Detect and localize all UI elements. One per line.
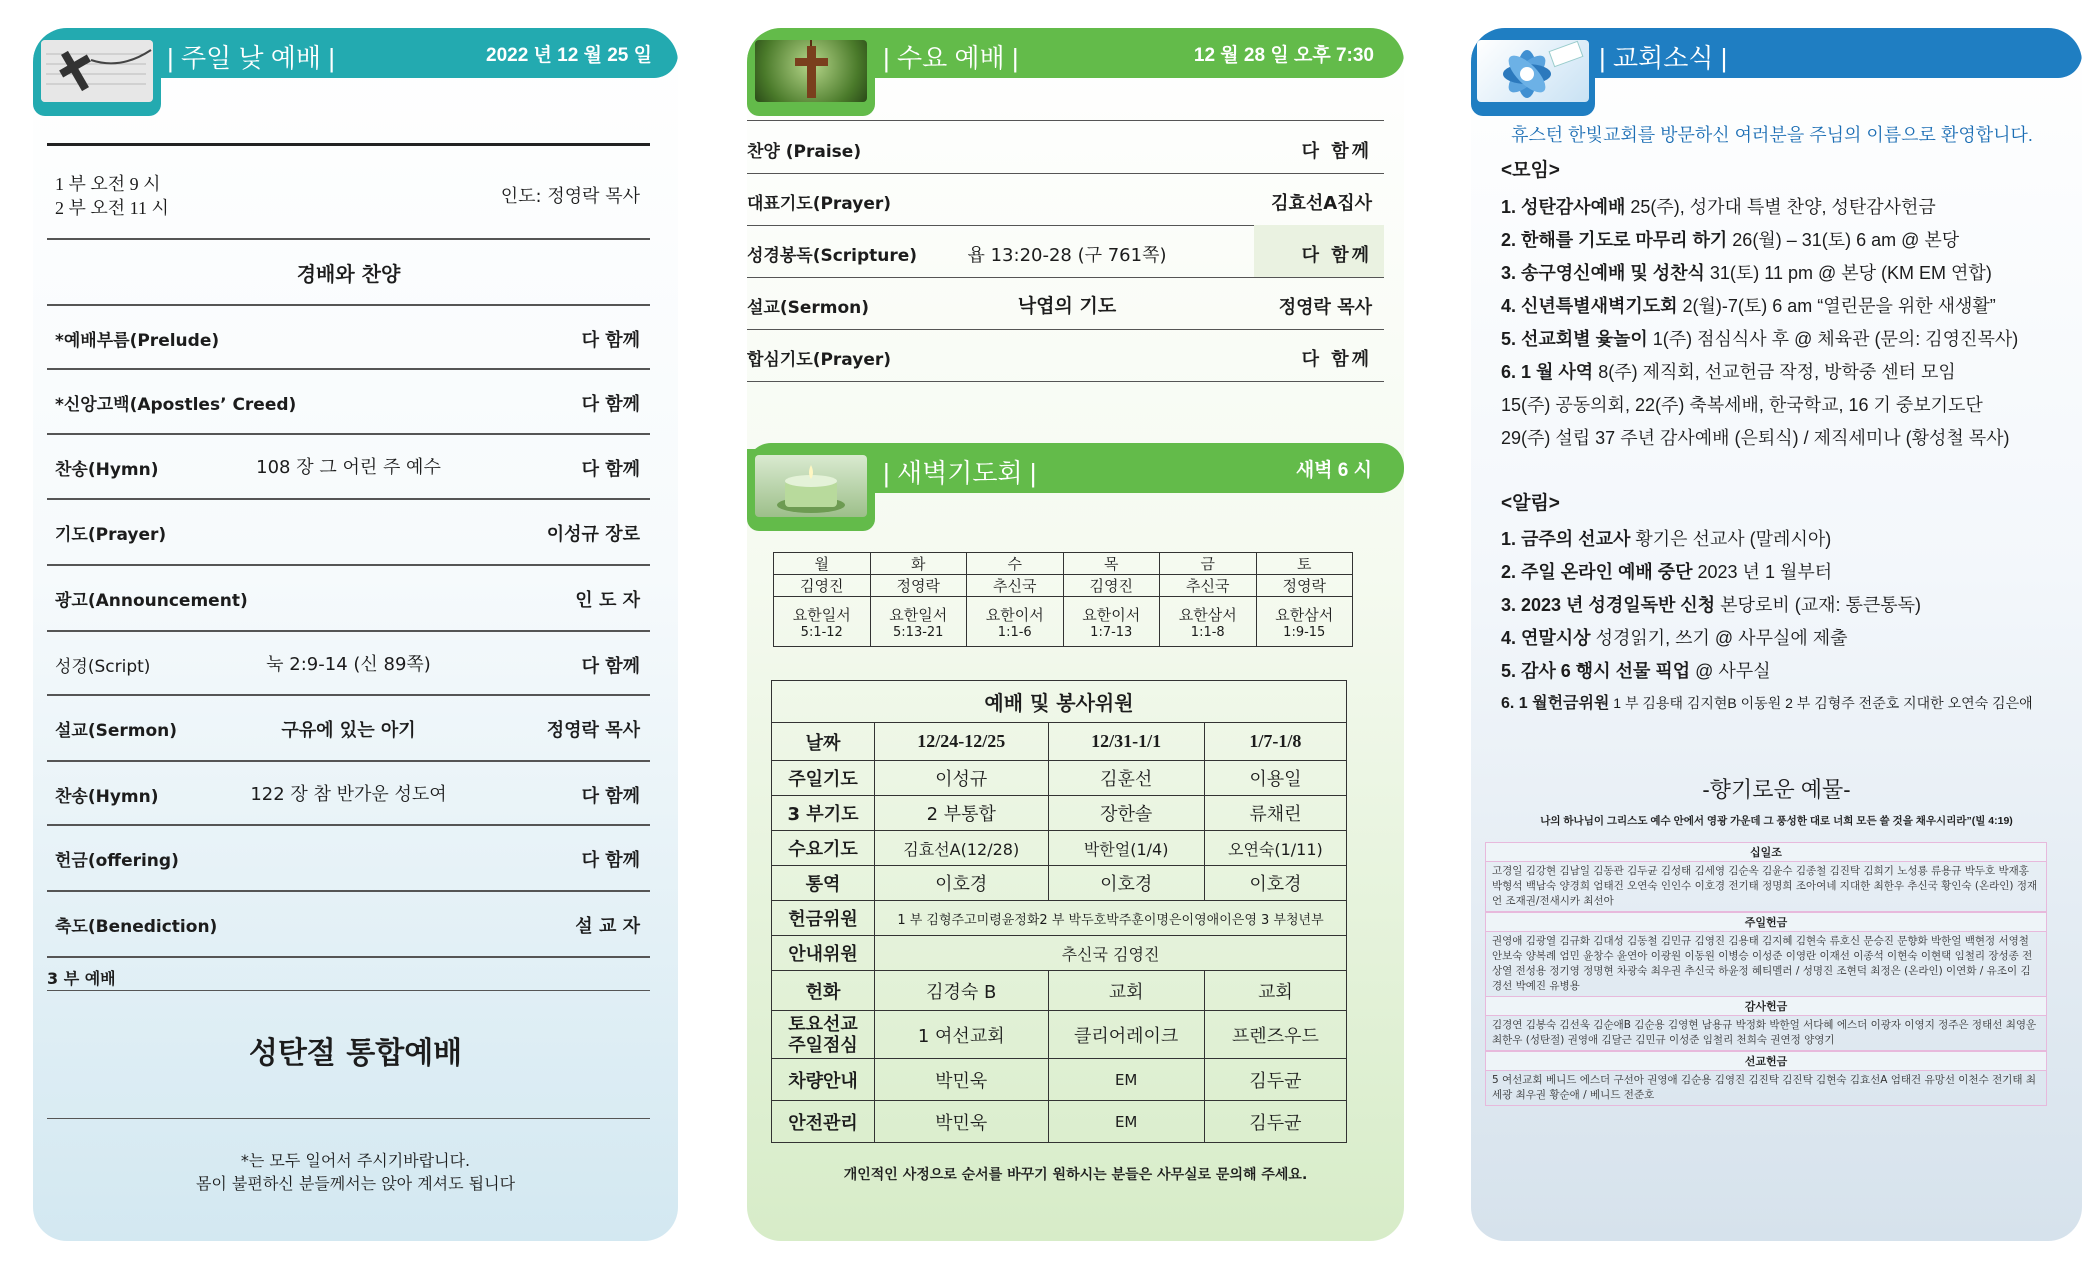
wed-order-item: 합심기도(Prayer) <box>747 350 892 370</box>
wed-top-rule <box>747 120 1384 121</box>
gathering-item <box>1501 292 1996 318</box>
duty-role: 3 부기도 <box>772 796 875 831</box>
gathering-item-text: 8(주) 제직회, 선교헌금 작정, 방학중 센터 모임 <box>1593 362 1956 382</box>
leader-cell: 정영락 <box>870 575 967 597</box>
cross-icon <box>755 40 867 102</box>
offering-title: -향기로운 예물- <box>1702 777 1851 802</box>
leader-cell: 추신국 <box>1160 575 1257 597</box>
wed-order-item: 대표기도(Prayer) <box>747 194 892 214</box>
cross-icon <box>41 40 153 102</box>
worship-section-title: 경배와 찬양 <box>296 262 401 286</box>
duty-row <box>772 1059 1347 1101</box>
duty-row <box>772 796 1347 831</box>
wed-order-row <box>747 173 1384 226</box>
duty-person: 김두균 <box>1204 1101 1346 1143</box>
duty-person: 2 부통합 <box>875 796 1049 831</box>
duty-role: 토요선교 주일점심 <box>772 1011 875 1059</box>
notice-item-title: 2. 주일 온라인 예배 중단 <box>1501 562 1693 582</box>
order-content: 108 장 그 어린 주 예수 <box>256 457 441 478</box>
gathering-item-title: 6. 1 월 사역 <box>1501 362 1594 382</box>
third-service-label: 3 부 예배 <box>47 969 116 988</box>
notice-item-text: 2023 년 1 월부터 <box>1692 562 1833 582</box>
notice-item-title: 4. 연말시상 <box>1501 628 1591 648</box>
duty-row <box>772 971 1347 1011</box>
notice-item <box>1501 591 1921 617</box>
verse-cell <box>870 597 967 647</box>
duty-person: 박민욱 <box>875 1101 1049 1143</box>
notice-item-title: 3. 2023 년 성경일독반 신청 <box>1501 595 1716 615</box>
wed-order-row <box>747 122 1384 174</box>
order-row <box>47 694 650 762</box>
duty-person: 김두균 <box>1204 1059 1346 1101</box>
verse-range: 1:1-8 <box>1190 624 1225 640</box>
duty-person: 오연숙(1/11) <box>1204 831 1346 866</box>
gathering-item-title: 3. 송구영신예배 및 성찬식 <box>1501 263 1705 283</box>
wed-order-item: 찬양 (Praise) <box>747 142 862 162</box>
order-item: 찬송(Hymn) <box>55 460 159 480</box>
sunday-service-panel <box>33 28 678 1241</box>
leader-cell: 정영락 <box>1256 575 1353 597</box>
service-leader: 인도: 정영락 목사 <box>500 186 640 207</box>
duty-person: 1 여선교회 <box>875 1011 1049 1059</box>
candle-image <box>755 455 867 517</box>
notice-item-text: 황기은 선교사 (말레시아) <box>1630 529 1832 549</box>
duty-role: 안전관리 <box>772 1101 875 1143</box>
duty-person: 김훈선 <box>1048 761 1204 796</box>
duty-person: 프렌즈우드 <box>1204 1011 1346 1059</box>
duty-row <box>772 1011 1347 1059</box>
notice-item <box>1501 657 1771 683</box>
order-person: 설 교 자 <box>575 916 640 937</box>
offering-group-title: 선교헌금 <box>1486 1052 2046 1071</box>
seated-note: 몸이 불편하신 분들께서는 앉아 계셔도 됩니다 <box>195 1174 516 1193</box>
wed-order-content: 욥 13:20-28 (구 761쪽) <box>967 245 1167 266</box>
candle-icon <box>755 455 867 517</box>
duty-role: 수요기도 <box>772 831 875 866</box>
order-row <box>47 760 650 826</box>
duty-header-cell: 12/31-1/1 <box>1048 723 1204 761</box>
order-person: 다 함께 <box>581 850 640 871</box>
duty-person: 박한얼(1/4) <box>1048 831 1204 866</box>
duty-header-row <box>772 723 1347 761</box>
duty-row <box>772 901 1347 936</box>
duty-role: 안내위원 <box>772 936 875 971</box>
notice-item <box>1501 525 1831 551</box>
wed-order-person: 정영락 목사 <box>1278 297 1372 318</box>
order-person: 정영락 목사 <box>546 720 640 741</box>
notice-heading: <알림> <box>1501 493 1560 514</box>
gathering-item-title: 1. 성탄감사예배 <box>1501 197 1626 217</box>
welcome-message: 휴스턴 한빛교회를 방문하신 여러분을 주님의 이름으로 환영합니다. <box>1511 125 2033 145</box>
duty-title-row <box>772 681 1347 723</box>
order-row <box>47 433 650 500</box>
duty-person: 장한솔 <box>1048 796 1204 831</box>
wed-order-person: 김효선A집사 <box>1271 193 1372 214</box>
bible-cross-image <box>41 40 153 102</box>
duty-person: 김경숙 B <box>875 971 1049 1011</box>
day-cell: 화 <box>870 553 967 575</box>
duty-role: 헌화 <box>772 971 875 1011</box>
wed-order-row <box>747 329 1384 382</box>
offering-group-names: 5 여선교회 베니드 에스더 구선아 권영애 김순용 김영진 김진탁 김진탁 김현숙 김효선A 엄태건 유망선 이천수 전기태 최세광 최우권 황순애 / 베니드 전준호 <box>1492 1074 2036 1101</box>
duty-person: 김효선A(12/28) <box>875 831 1049 866</box>
third-service-row <box>47 956 650 991</box>
offering-group-title: 십일조 <box>1486 843 2046 862</box>
verse-range: 5:13-21 <box>893 624 944 640</box>
duty-usher-team: 추신국 김영진 <box>875 936 1347 971</box>
verse-range: 1:7-13 <box>1090 624 1133 640</box>
duty-person: 교회 <box>1048 971 1204 1011</box>
wednesday-title: | 수요 예배 | <box>883 43 1019 73</box>
order-item: *예배부름(Prelude) <box>55 331 220 351</box>
duty-row <box>772 866 1347 901</box>
sunday-bottom-rule <box>47 1118 650 1119</box>
order-row <box>47 890 650 958</box>
sunday-title: | 주일 낮 예배 | <box>167 43 335 73</box>
order-item: 찬송(Hymn) <box>55 787 159 807</box>
notice-item-text: @ 사무실 <box>1690 661 1771 681</box>
wed-order-row <box>747 225 1384 278</box>
duty-person: EM <box>1048 1059 1204 1101</box>
gathering-item-text: 25(주), 성가대 특별 찬양, 성탄감사헌금 <box>1625 197 1936 217</box>
order-person: 다 함께 <box>581 786 640 807</box>
dawn-bible-table <box>773 552 1353 647</box>
sunday-section-row <box>47 238 650 306</box>
duty-person: 이호경 <box>875 866 1049 901</box>
duty-title: 예배 및 봉사위원 <box>772 681 1347 723</box>
duty-person: 류채린 <box>1204 796 1346 831</box>
gathering-item <box>1501 226 1959 252</box>
notice-item-text: 본당로비 (교재: 통큰통독) <box>1715 595 1922 615</box>
flower-icon <box>1477 40 1589 102</box>
dawn-verses-row <box>774 597 1353 647</box>
verse-range: 1:1-6 <box>997 624 1032 640</box>
offering-group <box>1485 996 2047 1051</box>
service-time-1: 1 부 오전 9 시 <box>55 174 161 194</box>
leader-cell: 추신국 <box>967 575 1064 597</box>
duty-header-cell: 날짜 <box>772 723 875 761</box>
wednesday-service-panel <box>747 28 1404 1241</box>
verse-range: 5:1-12 <box>800 624 843 640</box>
offering-group <box>1485 912 2047 997</box>
wed-order-content: 낙엽의 기도 <box>1017 295 1117 317</box>
duty-person: 이성규 <box>875 761 1049 796</box>
wed-order-person: 다 함께 <box>1301 141 1372 162</box>
gathering-item <box>1501 325 2018 351</box>
duty-person: 이호경 <box>1048 866 1204 901</box>
notice-item <box>1501 558 1832 584</box>
verse-cell <box>1063 597 1160 647</box>
wed-order-item: 성경봉독(Scripture) <box>747 246 918 266</box>
order-row <box>47 824 650 892</box>
duty-offering-team: 1 부 김형주고미령윤정화2 부 박두호박주훈이명은이영애이은영 3 부청년부 <box>875 901 1347 936</box>
wed-order-person: 다 함께 <box>1301 245 1372 266</box>
duty-row <box>772 831 1347 866</box>
gathering-item-text: 26(월) – 31(토) 6 am @ 본당 <box>1727 230 1960 250</box>
duty-person: 이호경 <box>1204 866 1346 901</box>
offering-group <box>1485 842 2047 912</box>
sunday-thumbnail <box>33 34 161 116</box>
order-row <box>47 498 650 566</box>
verse-cell <box>774 597 871 647</box>
day-cell: 수 <box>967 553 1064 575</box>
order-row <box>47 368 650 435</box>
service-time-2: 2 부 오전 11 시 <box>55 198 169 218</box>
order-item: 헌금(offering) <box>55 851 179 871</box>
offering-verse: 나의 하나님이 그리스도 예수 안에서 영광 가운데 그 풍성한 대로 너희 모든 쓸 것을 채우시리라”(빌 4:19) <box>1540 815 2013 827</box>
offering-group <box>1485 1051 2047 1106</box>
wooden-cross-image <box>755 40 867 102</box>
offering-group-title: 주일헌금 <box>1486 913 2046 932</box>
gathering-item-title: 5. 선교회별 윷놀이 <box>1501 329 1648 349</box>
verse-range: 1:9-15 <box>1283 624 1326 640</box>
order-item: 설교(Sermon) <box>55 721 178 741</box>
church-news-panel <box>1471 28 2082 1241</box>
notice-item-text: 성경읽기, 쓰기 @ 사무실에 제출 <box>1590 628 1848 648</box>
duty-footnote: 개인적인 사정으로 순서를 바꾸기 원하시는 분들은 사무실로 문의해 주세요. <box>843 1167 1308 1183</box>
order-person: 다 함께 <box>581 459 640 480</box>
sunday-time-row <box>47 146 650 240</box>
notice-item-title: 6. 1 월헌금위원 <box>1501 695 1610 712</box>
order-content: 눅 2:9-14 (신 89쪽) <box>266 654 431 675</box>
gathering-item <box>1501 259 1992 285</box>
leader-cell: 김영진 <box>774 575 871 597</box>
sunday-date: 2022 년 12 월 25 일 <box>486 45 652 66</box>
duty-table <box>771 680 1347 1143</box>
duty-row <box>772 761 1347 796</box>
gathering-item-text: 2(월)-7(토) 6 am “열린문을 위한 새생활” <box>1677 296 1996 316</box>
notice-item-text: 1 부 김용태 김지현B 이동원 2 부 김형주 전준호 지대한 오연숙 김은애 <box>1609 695 2033 711</box>
offering-group-title: 감사헌금 <box>1486 997 2046 1016</box>
day-cell: 금 <box>1160 553 1257 575</box>
notice-item <box>1501 624 1848 650</box>
order-item: 성경(Script) <box>55 657 151 677</box>
order-row <box>47 564 650 632</box>
order-row <box>47 304 650 370</box>
wed-order-row <box>747 277 1384 330</box>
order-row <box>47 630 650 696</box>
day-cell: 토 <box>1256 553 1353 575</box>
news-title: | 교회소식 | <box>1599 43 1728 73</box>
dawn-thumbnail <box>747 449 875 531</box>
standing-note: *는 모두 일어서 주시기바랍니다. <box>240 1151 471 1170</box>
verse-cell <box>967 597 1064 647</box>
duty-person: EM <box>1048 1101 1204 1143</box>
order-content: 122 장 참 반가운 성도여 <box>250 784 447 805</box>
day-cell: 목 <box>1063 553 1160 575</box>
order-person: 다 함께 <box>581 394 640 415</box>
duty-header-cell: 1/7-1/8 <box>1204 723 1346 761</box>
wednesday-thumbnail <box>747 34 875 116</box>
duty-person: 박민욱 <box>875 1059 1049 1101</box>
notice-item-title: 1. 금주의 선교사 <box>1501 529 1631 549</box>
order-item: 기도(Prayer) <box>55 525 167 545</box>
order-person: 다 함께 <box>581 656 640 677</box>
order-person: 다 함께 <box>581 330 640 351</box>
gathering-item <box>1501 193 1936 219</box>
notice-item-title: 5. 감사 6 행시 선물 픽업 <box>1501 661 1691 681</box>
order-item: *신앙고백(Apostles’ Creed) <box>55 395 297 415</box>
gathering-heading: <모임> <box>1501 160 1560 181</box>
offering-group-names: 김경연 김봉숙 김선욱 김순애B 김순용 김영현 남용규 박정화 박한얼 서다혜 에스더 이광자 이영지 정주은 정태선 최영운 최한우 (성탄절) 권영애 김달근 김민규 이성준 임철리 천희숙 권연정 양영기 <box>1492 1019 2037 1046</box>
gathering-item-title: 4. 신년특별새벽기도회 <box>1501 296 1678 316</box>
wed-order-item: 설교(Sermon) <box>747 298 870 318</box>
order-content: 구유에 있는 아기 <box>281 720 416 741</box>
gathering-item-text: 1(주) 점심식사 후 @ 체육관 (문의: 김영진목사) <box>1647 329 2019 349</box>
day-cell: 월 <box>774 553 871 575</box>
duty-person: 클리어레이크 <box>1048 1011 1204 1059</box>
order-item: 광고(Announcement) <box>55 591 248 611</box>
duty-header-cell: 12/24-12/25 <box>875 723 1049 761</box>
duty-role: 주일기도 <box>772 761 875 796</box>
verse-book: 요한삼서 <box>1178 605 1237 624</box>
verse-book: 요한이서 <box>985 605 1044 624</box>
gathering-item-text: 31(토) 11 pm @ 본당 (KM EM 연합) <box>1704 263 1992 283</box>
leader-cell: 김영진 <box>1063 575 1160 597</box>
gathering-item-text: 29(주) 설립 37 주년 감사예배 (은퇴식) / 제직세미나 (황성철 목사) <box>1501 428 2010 448</box>
gathering-item <box>1501 391 1983 417</box>
duty-row <box>772 1101 1347 1143</box>
gathering-item-title: 2. 한해를 기도로 마무리 하기 <box>1501 230 1728 250</box>
offering-group-names: 고경일 김강현 김남일 김동관 김두균 김성태 김세영 김순옥 김윤수 김종철 김진탁 김희기 노성룡 류용규 박두호 박재홍 박형석 백남숙 양경희 엄태건 오연숙 인인수 이호경 전기태 정명희 조아여네 지대한 최한우 추신국 황인숙 (온라인) 정재언 조재권/전새시카 최선아 <box>1492 865 2038 907</box>
order-item: 축도(Benediction) <box>55 917 218 937</box>
gathering-item <box>1501 424 2010 450</box>
verse-book: 요한삼서 <box>1275 605 1334 624</box>
duty-person: 교회 <box>1204 971 1346 1011</box>
wed-order-person: 다 함께 <box>1301 349 1372 370</box>
duty-role: 통역 <box>772 866 875 901</box>
gathering-item-text: 15(주) 공동의회, 22(주) 축복세배, 한국학교, 16 기 중보기도단 <box>1501 395 1983 415</box>
wednesday-date: 12 월 28 일 오후 7:30 <box>1193 45 1374 66</box>
duty-role: 차량안내 <box>772 1059 875 1101</box>
verse-book: 요한이서 <box>1082 605 1141 624</box>
news-thumbnail <box>1471 34 1595 116</box>
dawn-leaders-row <box>774 575 1353 597</box>
verse-cell <box>1160 597 1257 647</box>
duty-role: 헌금위원 <box>772 901 875 936</box>
gathering-item <box>1501 358 1956 384</box>
dawn-title: | 새벽기도회 | <box>883 458 1037 488</box>
order-person: 인 도 자 <box>575 590 640 611</box>
dawn-days-row <box>774 553 1353 575</box>
flower-image <box>1477 40 1589 102</box>
order-person: 이성규 장로 <box>546 524 640 545</box>
verse-cell <box>1256 597 1353 647</box>
dawn-time: 새벽 6 시 <box>1295 460 1372 481</box>
verse-book: 요한일서 <box>889 605 948 624</box>
duty-person: 이용일 <box>1204 761 1346 796</box>
special-service-title: 성탄절 통합예배 <box>248 1036 463 1071</box>
duty-row <box>772 936 1347 971</box>
verse-book: 요한일서 <box>792 605 851 624</box>
offering-group-names: 권영애 김광열 김규화 김대성 김동철 김민규 김영진 김용태 김지혜 김현숙 류호신 문승진 문향화 박한얼 백현정 서영철 안보숙 양복례 엄민 윤창수 윤연아 이광원 이동원 이병승 이성준 이영란 이재선 이종석 이현숙 이현택 임철리 장성종 전상열 전성용 정기영 정명현 차광숙 최우권 추신국 하윤정 혜티멜러 / 성명진 조현덕 최정은 (온라인) 이연화 / 유조이 김경선 박예진 유병용 <box>1492 935 2033 992</box>
notice-item <box>1501 690 2033 713</box>
